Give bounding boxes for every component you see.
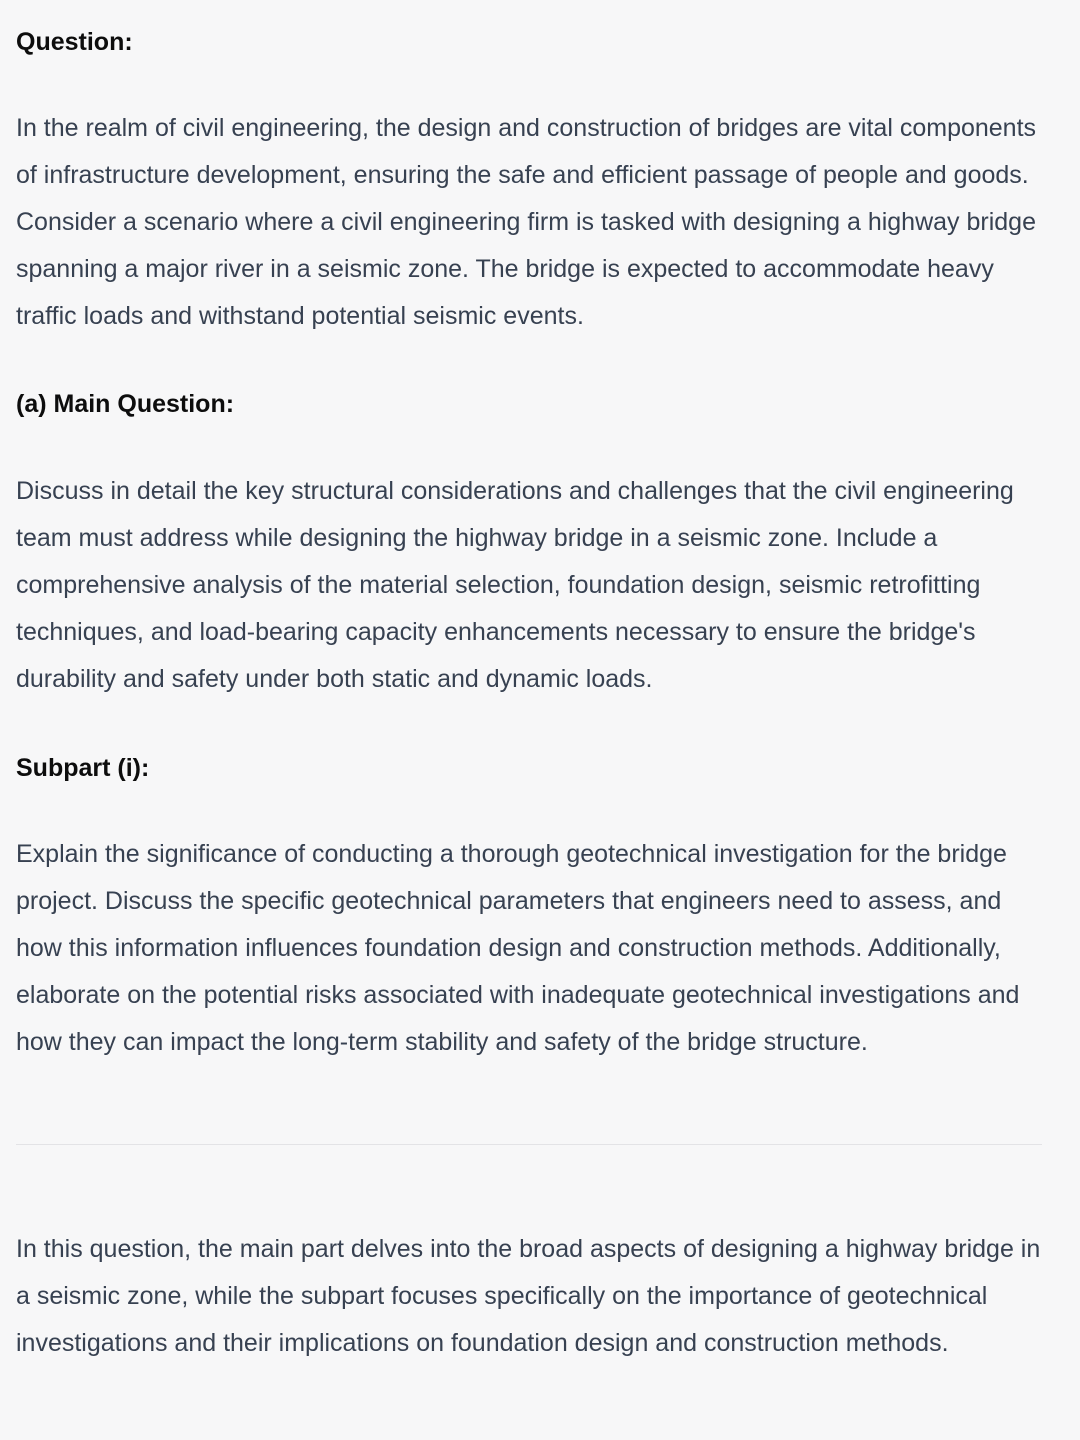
summary-paragraph: In this question, the main part delves into the broad aspects of designing a highway bridge in a seismic zone, while the subpart focuses specifically on the importance of geotechnical investigations and their implications on foundation design and construction methods. xyxy=(16,1235,1041,1357)
subpart-paragraph: Explain the significance of conducting a thorough geotechnical investigation for the bridge project. Discuss the specific geotechnical parameters that engineers need to assess, and how this information influences foundation design and construction methods. Additionally, elaborate on the potential risks associated with inadequate geotechnical investigations and how they can impact the long-term stability and safety of the bridge structure. xyxy=(16,840,1020,1056)
main-question-heading: (a) Main Question: xyxy=(16,390,235,418)
question-heading: Question: xyxy=(16,28,133,56)
subpart-heading: Subpart (i): xyxy=(16,754,150,782)
main-question-paragraph: Discuss in detail the key structural considerations and challenges that the civil engineering team must address while designing the highway bridge in a seismic zone. Include a comprehensive analysis of the material selection, foundation design, seismic retrofitting techniques, and load-bearing capacity enhancements necessary to ensure the bridge's durability and safety under both static and dynamic loads. xyxy=(16,477,1014,693)
intro-paragraph: In the realm of civil engineering, the design and construction of bridges are vital components of infrastructure development, ensuring the safe and efficient passage of people and goods. Consider a scenario where a civil engineering firm is tasked with designing a highway bridge spanning a major river in a seismic zone. The bridge is expected to accommodate heavy traffic loads and withstand potential seismic events. xyxy=(16,114,1037,330)
